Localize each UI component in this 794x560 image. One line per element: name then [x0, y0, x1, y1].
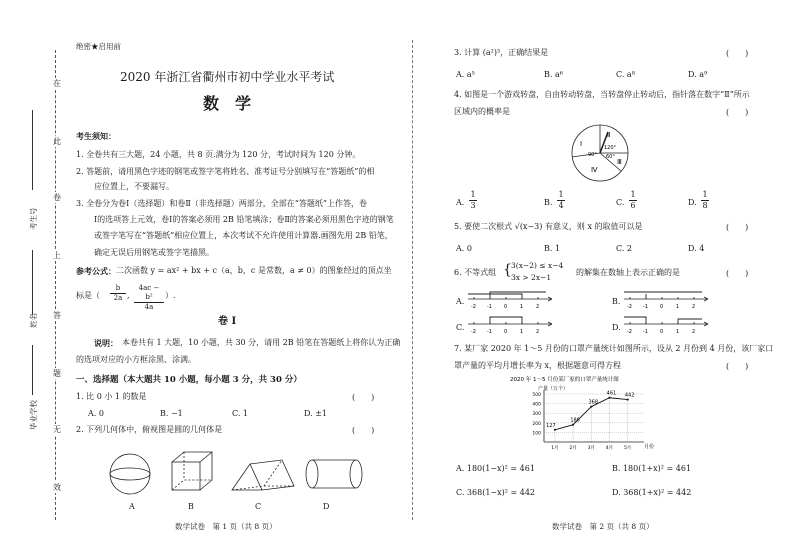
school-label: 毕业学校 — [29, 400, 38, 430]
chart-y-tick-label: 200 — [532, 421, 541, 427]
q1-answer-paren: ( ) — [352, 393, 375, 402]
q4-option-d-fraction: 1 8 — [702, 190, 708, 210]
instruction-label: 说明： — [94, 338, 118, 348]
formula-text: 二次函数 y = ax² + bx + c（a，b，c 是常数，a ≠ 0）的图象经过的顶点坐 — [116, 266, 392, 275]
svg-text:2: 2 — [536, 304, 540, 310]
notice-line: Ⅰ的选项答上元效，卷Ⅰ的答案必须用 2B 铅笔填涂；卷Ⅱ的答案必须用黑色字迹的钢笔 — [94, 215, 394, 224]
vertex-x-fraction: b 2a — [110, 284, 126, 303]
notice-line: 应位置上，不要漏写。 — [94, 182, 174, 191]
svg-text:2: 2 — [536, 329, 540, 335]
q4-spinner-figure — [560, 120, 640, 186]
q5-stem: 5. 要使二次根式 √(x−3) 有意义，则 x 的取值可以是 — [454, 222, 643, 231]
chart-x-tick-label: 1月 — [551, 446, 559, 451]
q4-option-c-fraction: 1 6 — [630, 190, 636, 210]
svg-text:0: 0 — [504, 329, 508, 335]
q2-answer-paren: ( ) — [352, 426, 375, 435]
name-line — [32, 250, 33, 315]
instruction-line: 的选项对应的小方框涂黑、涂满。 — [76, 355, 196, 364]
svg-text:-1: -1 — [643, 304, 648, 310]
q6-numberline-a — [466, 289, 556, 311]
cylinder-solid — [306, 460, 362, 488]
q6-system-line: 3(x−2) ≤ x−4 — [511, 261, 564, 270]
sector-label: Ⅲ — [617, 158, 622, 166]
angle-label: 90° — [588, 152, 597, 158]
svg-text:1: 1 — [676, 329, 680, 335]
confidential-mark: 绝密★启用前 — [76, 42, 121, 51]
notice-line: 或签字笔写在“答题纸”相应位置上，本次考试不允许使用计算器.画图先用 2B 铅笔， — [94, 231, 393, 240]
exam-title: 2020 年浙江省衢州市初中学业水平考试 — [120, 70, 335, 84]
svg-text:1: 1 — [520, 304, 524, 310]
q7-option-d: D. 368(1+x)² = 442 — [612, 488, 692, 497]
margin-char: 题 — [53, 369, 61, 378]
binding-dashed-line — [55, 50, 56, 520]
chart-x-tick-label: 5月 — [623, 446, 632, 451]
triangular-prism-solid — [232, 460, 294, 490]
q6-option-c-letter: C. — [456, 323, 465, 332]
sector-label: Ⅱ — [607, 131, 611, 139]
q7-stem: 罩产量的平均月增长率为 x，根据题意可得方程 — [454, 361, 622, 370]
q3-option-d: D. a⁹ — [688, 70, 708, 79]
svg-text:0: 0 — [660, 304, 664, 310]
chart-y-tick-label: 300 — [532, 412, 541, 418]
q5-option-d: D. 4 — [688, 244, 705, 253]
q3-option-b: B. a⁶ — [544, 70, 563, 79]
part-title: 一、选择题（本大题共 10 小题，每小题 3 分，共 30 分） — [76, 375, 302, 385]
chart-data-label: 368 — [588, 399, 599, 406]
cube-solid — [172, 452, 212, 490]
q5-option-a: A. 0 — [456, 244, 472, 253]
q7-line-chart — [508, 374, 668, 452]
subject-title: 数 学 — [203, 94, 252, 113]
q4-option-a-letter: A. — [456, 198, 465, 207]
chart-data-label: 461 — [606, 390, 617, 397]
sector-label: Ⅳ — [591, 166, 598, 174]
angle-label: 60° — [606, 154, 615, 160]
q2-label-b: B — [188, 502, 194, 511]
q6-option-d-letter: D. — [612, 323, 621, 332]
notice-line: 3. 全卷分为卷Ⅰ（选择题）和卷Ⅱ（非选择题）两部分，全部在“答题纸”上作答，卷 — [76, 199, 367, 208]
q4-stem: 区域内的概率是 — [454, 107, 510, 116]
notice-heading: 考生须知： — [76, 131, 116, 141]
margin-char: 卷 — [53, 193, 61, 202]
q4-option-b-letter: B. — [544, 198, 553, 207]
chart-data-label: 127 — [546, 422, 556, 429]
vertex-suffix: ）. — [165, 291, 176, 300]
q3-stem: 3. 计算 (a²)³，正确结果是 — [454, 48, 549, 57]
margin-char: 无 — [53, 425, 61, 434]
q4-option-d-letter: D. — [688, 198, 697, 207]
q1-stem: 1. 比 0 小 1 的数是 — [76, 392, 147, 401]
q2-stem: 2. 下列几何体中，俯视图是圆的几何体是 — [76, 425, 223, 434]
svg-text:-2: -2 — [471, 329, 476, 335]
svg-text:2: 2 — [692, 329, 696, 335]
svg-text:1: 1 — [520, 329, 524, 335]
svg-text:-2: -2 — [471, 304, 476, 310]
q3-answer-paren: ( ) — [726, 49, 749, 58]
q5-answer-paren: ( ) — [726, 223, 749, 232]
formula-label: 参考公式： — [76, 266, 116, 276]
sector-label: Ⅰ — [580, 140, 583, 148]
page-divider — [412, 40, 413, 520]
svg-text:-2: -2 — [627, 329, 632, 335]
q3-option-c: C. a⁸ — [616, 70, 635, 79]
vertex-prefix: 标是（ — [76, 291, 100, 300]
chart-data-label: 442 — [624, 392, 635, 399]
q7-option-b: B. 180(1+x)² = 461 — [612, 464, 692, 473]
q5-option-b: B. 1 — [544, 244, 561, 253]
q1-option-b: B. −1 — [160, 409, 183, 418]
chart-x-tick-label: 4月 — [605, 446, 614, 451]
q6-option-b-letter: B. — [612, 297, 621, 306]
q1-option-d: D. ±1 — [304, 409, 328, 418]
q6-stem-prefix: 6. 不等式组 — [454, 268, 497, 277]
q6-brace: { — [503, 262, 512, 278]
sphere-solid — [110, 454, 150, 494]
page-footer: 数学试卷 第 2 页（共 8 页） — [552, 522, 654, 531]
name-label: 姓名 — [29, 313, 38, 328]
q6-option-a-letter: A. — [456, 297, 465, 306]
margin-char: 答 — [53, 311, 61, 320]
instruction-line: 本卷共有 1 大题，10 小题，共 30 分，请用 2B 铅笔在答题纸上将你认为正确 — [122, 338, 401, 347]
vertex-y-fraction: 4ac − b² 4a — [134, 284, 164, 312]
q4-option-a-fraction: 1 3 — [470, 190, 476, 210]
q6-numberline-d — [622, 314, 712, 336]
q2-label-c: C — [255, 502, 262, 511]
svg-text:0: 0 — [660, 329, 664, 335]
angle-label: 120° — [604, 145, 617, 151]
svg-text:-1: -1 — [487, 329, 492, 335]
svg-text:0: 0 — [504, 304, 508, 310]
q7-option-c: C. 368(1−x)² = 442 — [456, 488, 536, 497]
notice-line: 确定无误后用钢笔或签字笔描黑。 — [94, 248, 214, 257]
q6-answer-paren: ( ) — [726, 269, 749, 278]
q6-numberline-b — [622, 289, 712, 311]
q3-option-a: A. a⁵ — [456, 70, 475, 79]
school-line — [32, 345, 33, 395]
q5-option-c: C. 2 — [616, 244, 633, 253]
chart-y-tick-label: 400 — [532, 402, 541, 408]
chart-x-tick-label: 2月 — [569, 446, 577, 451]
notice-line: 1. 全卷共有三大题，24 小题，共 8 页.满分为 120 分，考试时间为 120 分钟。 — [76, 150, 361, 159]
svg-text:-2: -2 — [627, 304, 632, 310]
q4-stem: 4. 如图是一个游戏转盘，自由转动转盘，当转盘停止转动后，指针落在数字“Ⅱ”所示 — [454, 90, 750, 99]
q1-option-a: A. 0 — [88, 409, 104, 418]
q2-label-d: D — [323, 502, 330, 511]
chart-data-label: 180 — [570, 417, 580, 424]
q4-answer-paren: ( ) — [726, 108, 749, 117]
page-footer: 数学试卷 第 1 页（共 8 页） — [175, 522, 277, 531]
margin-char: 效 — [53, 483, 61, 492]
chart-title: 2020 年 1～5 月份某厂家的口罩产量统计图 — [510, 377, 619, 383]
chart-y-tick-label: 100 — [532, 431, 541, 437]
chart-y-tick-label: 500 — [532, 393, 541, 398]
section-title: 卷 Ⅰ — [218, 316, 237, 327]
q7-option-a: A. 180(1−x)² = 461 — [456, 464, 535, 473]
q6-system-line: 3x > 2x−1 — [511, 273, 552, 282]
svg-text:1: 1 — [676, 304, 680, 310]
svg-text:2: 2 — [692, 304, 696, 310]
q2-solids-figure — [100, 438, 390, 506]
q1-option-c: C. 1 — [232, 409, 249, 418]
q7-answer-paren: ( ) — [726, 362, 749, 371]
q6-numberline-c — [466, 314, 556, 336]
chart-y-label: 产量（万个） — [538, 386, 569, 392]
q6-stem-suffix: 的解集在数轴上表示正确的是 — [576, 268, 680, 277]
notice-line: 2. 答题前，请用黑色字迹的钢笔或签字笔将姓名、准考证号分别填写在“答题纸”的相 — [76, 167, 375, 176]
examinee-number-label: 考生号 — [29, 207, 38, 230]
chart-x-tick-label: 3月 — [587, 446, 595, 451]
margin-char: 上 — [53, 251, 61, 260]
svg-text:-1: -1 — [643, 329, 648, 335]
examinee-number-line — [32, 110, 33, 190]
chart-x-label: 月份 — [644, 444, 655, 450]
q4-option-c-letter: C. — [616, 198, 625, 207]
q4-option-b-fraction: 1 4 — [558, 190, 564, 210]
q2-label-a: A — [129, 502, 135, 511]
margin-char: 此 — [53, 137, 61, 146]
margin-char: 在 — [53, 79, 61, 88]
svg-text:-1: -1 — [487, 304, 492, 310]
q7-stem: 7. 某厂家 2020 年 1～5 月份的口罩产量统计如图所示，设从 2 月份到 4 月份，该厂家口 — [454, 344, 774, 353]
